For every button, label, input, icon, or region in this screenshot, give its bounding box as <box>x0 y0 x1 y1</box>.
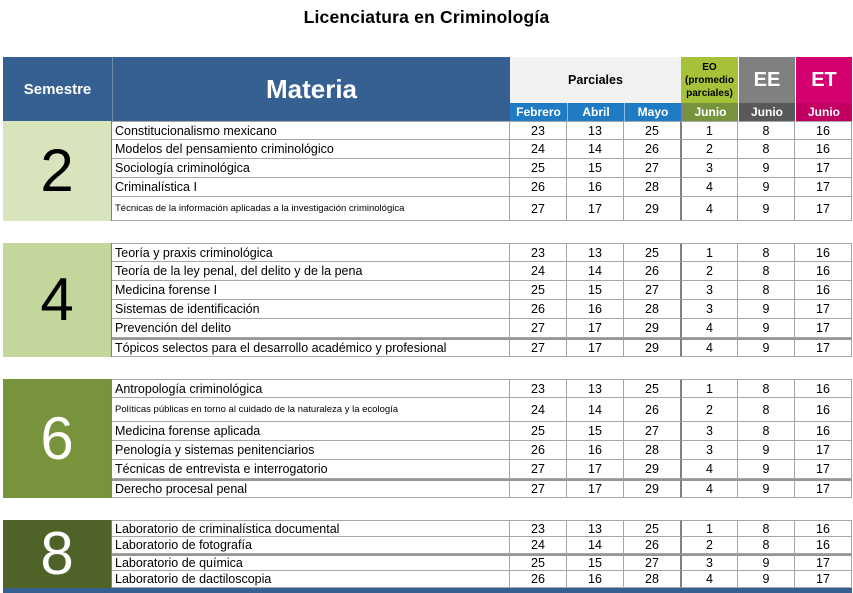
date-cell: 23 <box>510 520 567 537</box>
date-cell: 23 <box>510 121 567 140</box>
date-cell: 26 <box>624 398 681 422</box>
date-cell: 17 <box>795 338 852 357</box>
date-cell: 9 <box>738 178 795 197</box>
date-cell: 2 <box>680 398 738 422</box>
date-cell: 3 <box>680 422 738 441</box>
date-cell: 9 <box>738 338 795 357</box>
course-name-cell: Medicina forense aplicada <box>112 422 510 441</box>
semester-block-4 <box>3 243 852 357</box>
date-cell: 8 <box>738 281 795 300</box>
date-cell: 17 <box>795 441 852 460</box>
date-cell: 26 <box>510 571 567 588</box>
date-cell: 24 <box>510 398 567 422</box>
date-cell: 16 <box>795 422 852 441</box>
semester-block-6 <box>3 379 852 498</box>
date-cell: 8 <box>738 379 795 398</box>
course-name-cell: Laboratorio de criminalística documental <box>112 520 510 537</box>
date-cell: 24 <box>510 537 567 554</box>
course-name-cell: Técnicas de la información aplicadas a la investigación criminológica <box>112 197 510 221</box>
header-semestre: Semestre <box>3 57 112 121</box>
table-header <box>3 57 852 121</box>
date-cell: 9 <box>738 441 795 460</box>
date-cell: 3 <box>680 441 738 460</box>
date-cell: 23 <box>510 379 567 398</box>
course-name-cell: Laboratorio de fotografía <box>112 537 510 554</box>
date-cell: 16 <box>795 379 852 398</box>
date-cell: 4 <box>680 338 738 357</box>
date-cell: 9 <box>738 460 795 479</box>
date-cell: 24 <box>510 140 567 159</box>
date-cell: 27 <box>510 319 567 338</box>
course-name-cell: Antropología criminológica <box>112 379 510 398</box>
date-cell: 4 <box>680 571 738 588</box>
course-name-cell: Criminalística I <box>112 178 510 197</box>
date-cell: 2 <box>680 140 738 159</box>
date-cell: 14 <box>567 140 624 159</box>
date-cell: 8 <box>738 422 795 441</box>
date-cell: 9 <box>738 159 795 178</box>
date-cell: 8 <box>738 140 795 159</box>
date-cell: 23 <box>510 243 567 262</box>
header-ee: EE <box>738 57 795 103</box>
date-cell: 27 <box>510 338 567 357</box>
date-cell: 9 <box>738 571 795 588</box>
date-cell: 17 <box>795 479 852 498</box>
course-name-cell: Sistemas de identificación <box>112 300 510 319</box>
date-cell: 27 <box>624 159 681 178</box>
date-cell: 4 <box>680 460 738 479</box>
header-parciales: Parciales <box>510 57 681 103</box>
date-cell: 4 <box>680 319 738 338</box>
date-cell: 29 <box>624 338 681 357</box>
course-name-cell: Prevención del delito <box>112 319 510 338</box>
semester-block-8 <box>3 520 852 588</box>
date-cell: 8 <box>738 398 795 422</box>
date-cell: 9 <box>738 319 795 338</box>
date-cell: 9 <box>738 554 795 571</box>
course-name-cell: Tópicos selectos para el desarrollo académico y profesional <box>112 338 510 357</box>
date-cell: 14 <box>567 537 624 554</box>
date-cell: 9 <box>738 197 795 221</box>
course-name-cell: Laboratorio de química <box>112 554 510 571</box>
date-cell: 25 <box>624 520 681 537</box>
date-cell: 17 <box>795 460 852 479</box>
date-cell: 29 <box>624 197 681 221</box>
date-cell: 27 <box>624 422 681 441</box>
date-cell: 4 <box>680 197 738 221</box>
date-cell: 24 <box>510 262 567 281</box>
table-body <box>3 121 852 588</box>
date-cell: 8 <box>738 262 795 281</box>
date-cell: 1 <box>680 243 738 262</box>
date-cell: 27 <box>510 197 567 221</box>
date-cell: 29 <box>624 479 681 498</box>
semester-number: 8 <box>3 520 112 588</box>
course-name-cell: Laboratorio de dactiloscopia <box>112 571 510 588</box>
date-cell: 1 <box>680 379 738 398</box>
date-cell: 25 <box>510 159 567 178</box>
date-cell: 16 <box>795 537 852 554</box>
date-cell: 9 <box>738 479 795 498</box>
date-cell: 17 <box>567 460 624 479</box>
semester-block-2 <box>3 121 852 221</box>
date-cell: 25 <box>624 379 681 398</box>
date-cell: 13 <box>567 379 624 398</box>
semester-number: 2 <box>3 121 112 221</box>
date-cell: 17 <box>795 159 852 178</box>
date-cell: 29 <box>624 460 681 479</box>
header-materia: Materia <box>112 57 510 121</box>
date-cell: 17 <box>795 300 852 319</box>
date-cell: 17 <box>567 338 624 357</box>
date-cell: 16 <box>567 300 624 319</box>
date-cell: 26 <box>624 140 681 159</box>
date-cell: 28 <box>624 441 681 460</box>
date-cell: 17 <box>795 178 852 197</box>
date-cell: 27 <box>510 460 567 479</box>
date-cell: 3 <box>680 159 738 178</box>
header-month-abril: Abril <box>567 103 624 121</box>
date-cell: 26 <box>624 537 681 554</box>
date-cell: 28 <box>624 178 681 197</box>
date-cell: 16 <box>795 140 852 159</box>
date-cell: 25 <box>510 554 567 571</box>
course-name-cell: Constitucionalismo mexicano <box>112 121 510 140</box>
header-month-junio-et: Junio <box>795 103 852 121</box>
date-cell: 1 <box>680 121 738 140</box>
date-cell: 8 <box>738 121 795 140</box>
date-cell: 26 <box>510 300 567 319</box>
date-cell: 13 <box>567 243 624 262</box>
schedule-table <box>3 57 852 588</box>
date-cell: 2 <box>680 262 738 281</box>
date-cell: 26 <box>624 262 681 281</box>
course-name-cell: Medicina forense I <box>112 281 510 300</box>
date-cell: 17 <box>567 319 624 338</box>
semester-number: 6 <box>3 379 112 498</box>
date-cell: 17 <box>567 197 624 221</box>
date-cell: 16 <box>795 262 852 281</box>
header-month-junio-eo: Junio <box>681 103 738 121</box>
date-cell: 14 <box>567 262 624 281</box>
date-cell: 9 <box>738 300 795 319</box>
date-cell: 16 <box>567 441 624 460</box>
date-cell: 16 <box>567 571 624 588</box>
date-cell: 13 <box>567 121 624 140</box>
date-cell: 3 <box>680 281 738 300</box>
course-name-cell: Modelos del pensamiento criminológico <box>112 140 510 159</box>
header-month-mayo: Mayo <box>624 103 681 121</box>
date-cell: 13 <box>567 520 624 537</box>
date-cell: 25 <box>510 281 567 300</box>
date-cell: 27 <box>624 554 681 571</box>
header-et: ET <box>795 57 852 103</box>
date-cell: 8 <box>738 243 795 262</box>
date-cell: 15 <box>567 281 624 300</box>
date-cell: 16 <box>795 398 852 422</box>
course-name-cell: Penología y sistemas penitenciarios <box>112 441 510 460</box>
date-cell: 17 <box>795 571 852 588</box>
date-cell: 1 <box>680 520 738 537</box>
course-name-cell: Teoría de la ley penal, del delito y de la pena <box>112 262 510 281</box>
date-cell: 28 <box>624 300 681 319</box>
date-cell: 27 <box>624 281 681 300</box>
date-cell: 17 <box>795 554 852 571</box>
table-footer-bar <box>3 588 852 593</box>
date-cell: 4 <box>680 479 738 498</box>
course-name-cell: Técnicas de entrevista e interrogatorio <box>112 460 510 479</box>
date-cell: 28 <box>624 571 681 588</box>
date-cell: 16 <box>795 281 852 300</box>
date-cell: 25 <box>624 121 681 140</box>
date-cell: 29 <box>624 319 681 338</box>
date-cell: 16 <box>795 243 852 262</box>
date-cell: 17 <box>567 479 624 498</box>
date-cell: 8 <box>738 520 795 537</box>
date-cell: 2 <box>680 537 738 554</box>
header-month-febrero: Febrero <box>510 103 567 121</box>
date-cell: 4 <box>680 178 738 197</box>
date-cell: 25 <box>510 422 567 441</box>
date-cell: 26 <box>510 441 567 460</box>
semester-number: 4 <box>3 243 112 357</box>
course-name-cell: Derecho procesal penal <box>112 479 510 498</box>
date-cell: 27 <box>510 479 567 498</box>
date-cell: 17 <box>795 197 852 221</box>
header-eo: EO (promedio parciales) <box>681 57 738 103</box>
page-title: Licenciatura en Criminología <box>303 7 550 27</box>
date-cell: 8 <box>738 537 795 554</box>
date-cell: 26 <box>510 178 567 197</box>
course-name-cell: Teoría y praxis criminológica <box>112 243 510 262</box>
date-cell: 16 <box>567 178 624 197</box>
date-cell: 15 <box>567 554 624 571</box>
date-cell: 17 <box>795 319 852 338</box>
date-cell: 15 <box>567 422 624 441</box>
date-cell: 16 <box>795 520 852 537</box>
date-cell: 3 <box>680 300 738 319</box>
course-name-cell: Políticas públicas en torno al cuidado de la naturaleza y la ecología <box>112 398 510 422</box>
date-cell: 3 <box>680 554 738 571</box>
date-cell: 25 <box>624 243 681 262</box>
date-cell: 15 <box>567 159 624 178</box>
date-cell: 16 <box>795 121 852 140</box>
date-cell: 14 <box>567 398 624 422</box>
header-month-junio-ee: Junio <box>738 103 795 121</box>
course-name-cell: Sociología criminológica <box>112 159 510 178</box>
